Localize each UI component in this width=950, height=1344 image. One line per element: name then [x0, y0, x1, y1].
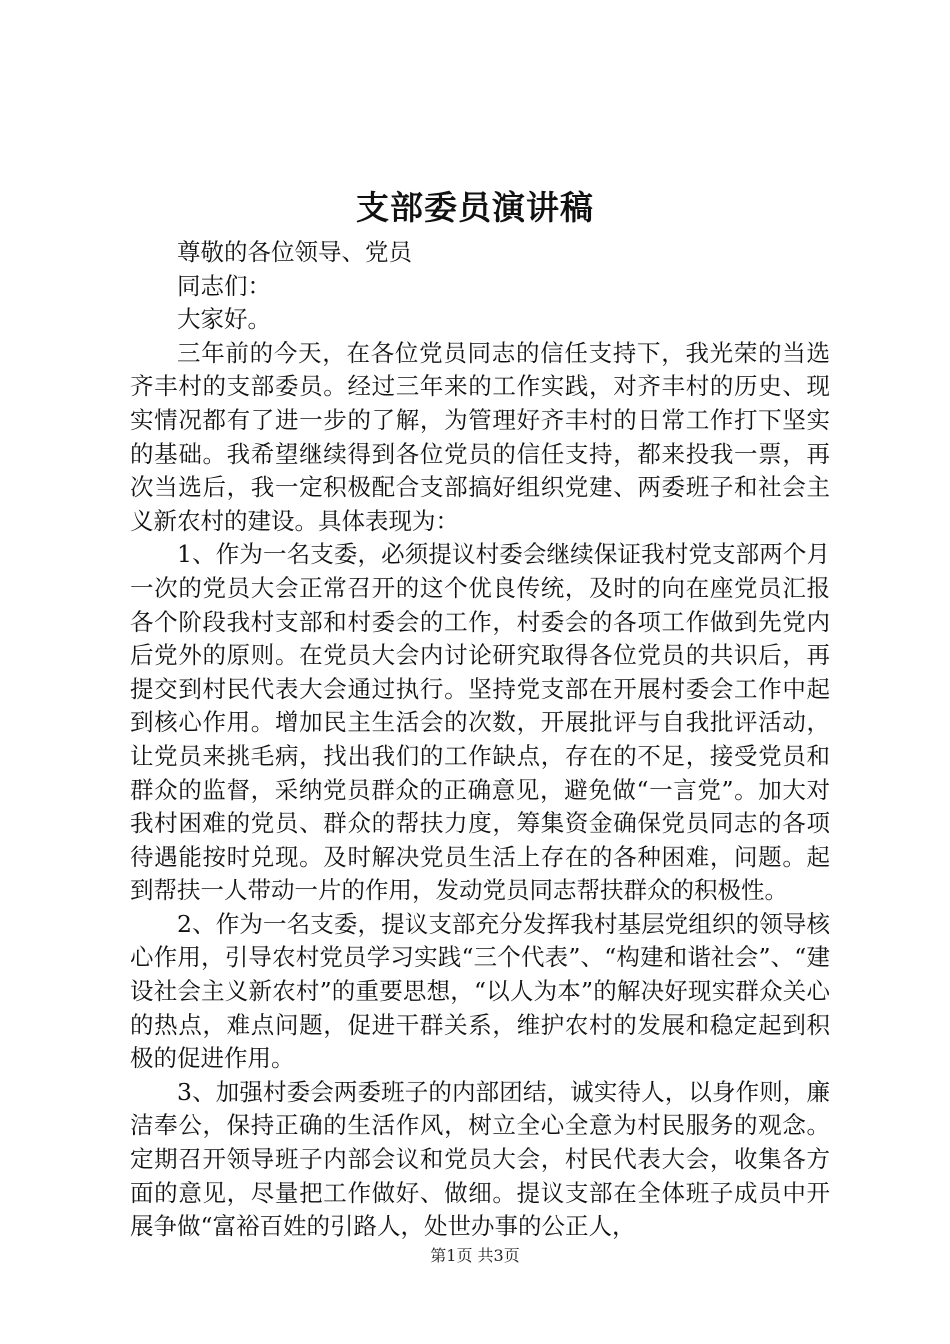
greeting-line: 大家好。 [177, 305, 271, 334]
page-number-footer: 第1页 共3页 [430, 1246, 520, 1265]
point-2-paragraph: 2、作为一名支委，提议支部充分发挥我村基层党组织的领导核心作用，引导农村党员学习实践“三个代表”、“构建和谐社会”、“建设社会主义新农村”的重要思想，“以人为本”的解决好现实群众关心的热点，难点问题，促进干群关系，维护农村的发展和稳定起到积极的促进作用。 [130, 909, 830, 1073]
point-1-paragraph: 1、作为一名支委，必须提议村委会继续保证我村党支部两个月一次的党员大会正常召开的这个优良传统，及时的向在座党员汇报各个阶段我村支部和村委会的工作，村委会的各项工作做到先党内后党外的原则。在党员大会内讨论研究取得各位党员的共识后，再提交到村民代表大会通过执行。坚持党支部在开展村委会工作中起到核心作用。增加民主生活会的次数，开展批评与自我批评活动，让党员来挑毛病，找出我们的工作缺点，存在的不足，接受党员和群众的监督，采纳党员群众的正确意见，避免做“一言党”。加大对我村困难的党员、群众的帮扶力度，筹集资金确保党员同志的各项待遇能按时兑现。及时解决党员生活上存在的各种困难，问题。起到帮扶一人带动一片的作用，发动党员同志帮扶群众的积极性。 [130, 540, 830, 905]
point-3-paragraph: 3、加强村委会两委班子的内部团结，诚实待人，以身作则，廉洁奉公，保持正确的生活作风，树立全心全意为村民服务的观念。定期召开领导班子内部会议和党员大会，村民代表大会，收集各方面的意见，尽量把工作做好、做细。提议支部在全体班子成员中开展争做“富裕百姓的引路人，处世办事的公正人， [130, 1077, 830, 1241]
document-title: 支部委员演讲稿 [356, 188, 594, 227]
document-body [130, 236, 830, 1244]
intro-paragraph: 三年前的今天，在各位党员同志的信任支持下，我光荣的当选齐丰村的支部委员。经过三年来的工作实践，对齐丰村的历史、现实情况都有了进一步的了解，为管理好齐丰村的日常工作打下坚实的基础。我希望继续得到各位党员的信任支持，都来投我一票，再次当选后，我一定积极配合支部搞好组织党建、两委班子和社会主义新农村的建设。具体表现为： [130, 338, 830, 535]
salutation-line-1: 尊敬的各位领导、党员 [177, 238, 412, 266]
salutation-line-2: 同志们： [177, 271, 271, 300]
